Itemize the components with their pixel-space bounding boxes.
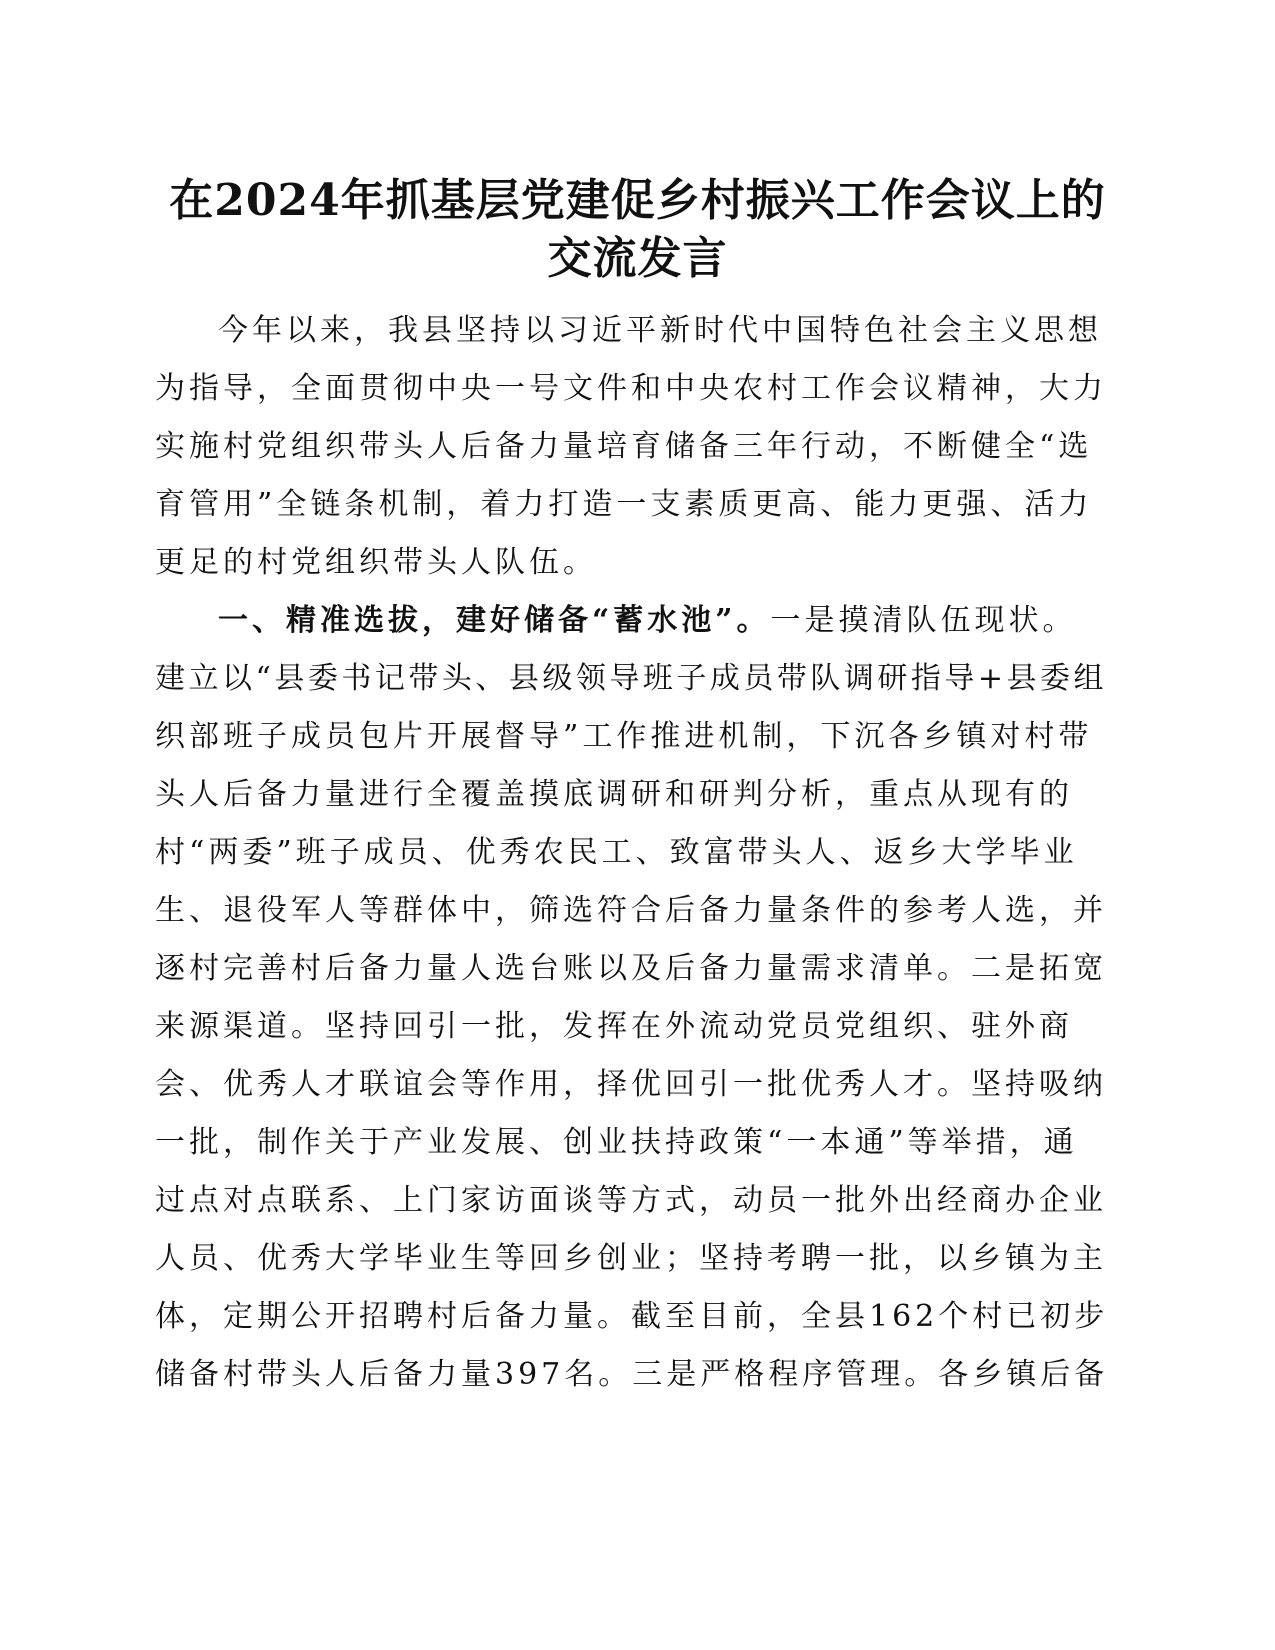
section-1-line-6: 生、退役军人等群体中，筛选符合后备力量条件的参考人选，并 bbox=[155, 893, 1107, 928]
section-1-line-8: 来源渠道。坚持回引一批，发挥在外流动党员党组织、驻外商 bbox=[155, 1009, 1073, 1044]
section-1-heading: 一、精准选拔，建好储备“蓄水池”。 bbox=[218, 603, 771, 638]
section-1-line-11: 过点对点联系、上门家访面谈等方式，动员一批外出经商办企业 bbox=[155, 1183, 1107, 1218]
paragraph-1-line-1: 今年以来，我县坚持以习近平新时代中国特色社会主义思想 bbox=[218, 313, 1102, 348]
title-line-1: 在2024年抓基层党建促乡村振兴工作会议上的 bbox=[169, 175, 1106, 226]
section-1-first-line-rest: 一是摸清队伍现状。 bbox=[770, 603, 1077, 638]
paragraph-1-line-5: 更足的村党组织带头人队伍。 bbox=[155, 545, 597, 580]
section-1-line-10: 一批，制作关于产业发展、创业扶持政策“一本通”等举措，通 bbox=[155, 1125, 1078, 1160]
paragraph-1-line-4: 育管用”全链条机制，着力打造一支素质更高、能力更强、活力 bbox=[155, 487, 1093, 522]
section-1-line-9: 会、优秀人才联谊会等作用，择优回引一批优秀人才。坚持吸纳 bbox=[155, 1067, 1107, 1102]
section-1-line-5: 村“两委”班子成员、优秀农民工、致富带头人、返乡大学毕业 bbox=[155, 835, 1078, 870]
paragraph-1-line-3: 实施村党组织带头人后备力量培育储备三年行动，不断健全“选 bbox=[155, 429, 1093, 464]
paragraph-1-line-2: 为指导，全面贯彻中央一号文件和中央农村工作会议精神，大力 bbox=[155, 371, 1107, 406]
section-1-line-3: 织部班子成员包片开展督导”工作推进机制，下沉各乡镇对村带 bbox=[155, 719, 1093, 754]
section-1-line-13: 体，定期公开招聘村后备力量。截至目前，全县162个村已初步 bbox=[155, 1299, 1109, 1334]
title-line-2: 交流发言 bbox=[547, 233, 728, 284]
document-title bbox=[120, 172, 1155, 288]
section-1-line-12: 人员、优秀大学毕业生等回乡创业；坚持考聘一批，以乡镇为主 bbox=[155, 1241, 1107, 1276]
section-1-line-4: 头人后备力量进行全覆盖摸底调研和研判分析，重点从现有的 bbox=[155, 777, 1073, 812]
section-1-line-2: 建立以“县委书记带头、县级领导班子成员带队调研指导+县委组 bbox=[155, 661, 1107, 696]
section-1-first-line bbox=[218, 601, 1077, 641]
section-1-line-14: 储备村带头人后备力量397名。三是严格程序管理。各乡镇后备 bbox=[155, 1357, 1109, 1392]
section-1-line-7: 逐村完善村后备力量人选台账以及后备力量需求清单。二是拓宽 bbox=[155, 951, 1107, 986]
